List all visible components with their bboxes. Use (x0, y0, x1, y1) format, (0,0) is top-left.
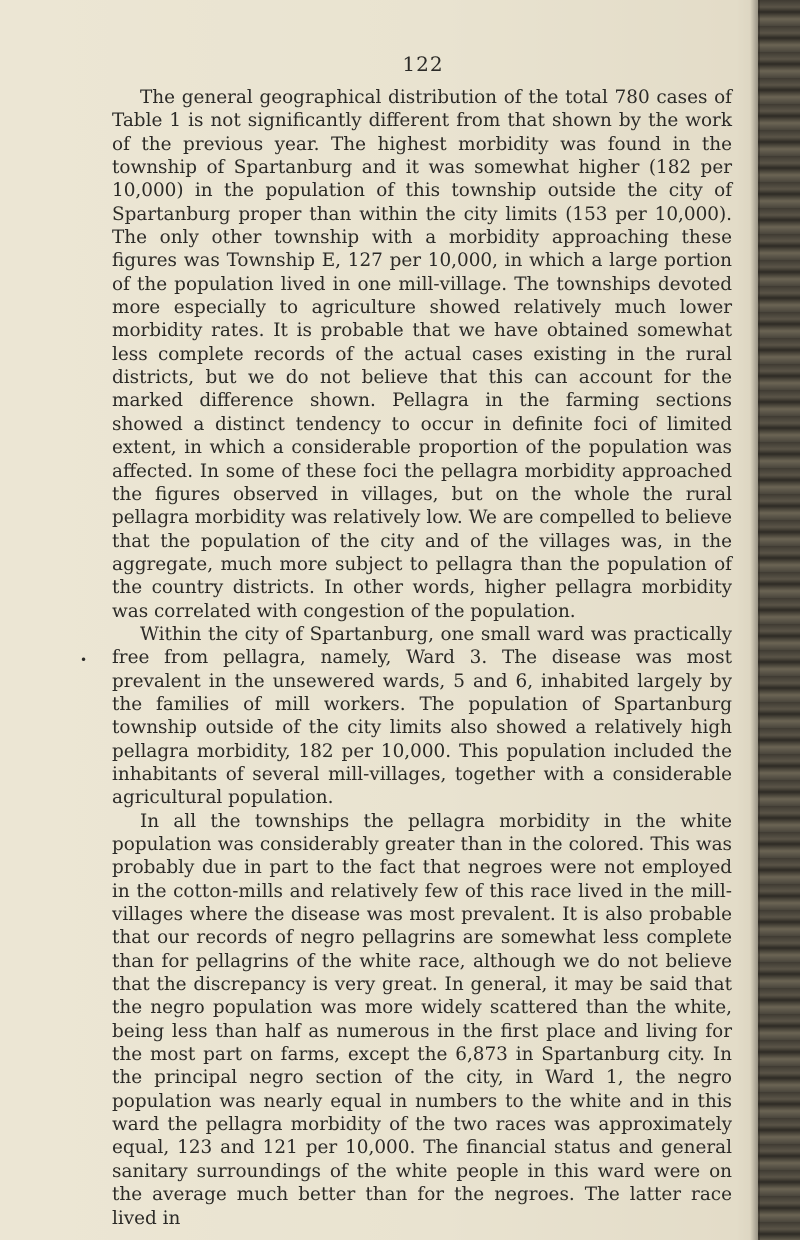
book-binding-edge (758, 0, 800, 1240)
paragraph-geographical-distribution: The general geographical distribution of the total 780 cases of Table 1 is not significantly different from that shown by the work of the previous year. The highest morbidity was found in the township of Spartanburg and it was somewhat higher (182 per 10,000) in the population of this township outside the city of Spartanburg proper than within the city limits (153 per 10,000). The only other township with a morbidity approaching these figures was Township E, 127 per 10,000, in which a large portion of the population lived in one mill-village. The townships devoted more especially to agriculture showed relatively much lower morbidity rates. It is probable that we have obtained somewhat less complete records of the actual cases existing in the rural districts, but we do not believe that this can account for the marked difference shown. Pellagra in the farming sections showed a distinct tendency to occur in definite foci of limited extent, in which a considerable proportion of the population was affected. In some of these foci the pellagra morbidity approached the figures observed in villages, but on the whole the rural pellagra morbidity was relatively low. We are compelled to believe that the population of the city and of the villages was, in the aggregate, much more subject to pellagra than the population of the country districts. In other words, higher pellagra morbidity was correlated with congestion of the population. (112, 87, 732, 622)
body-text (112, 86, 732, 1230)
margin-dot: • (80, 653, 88, 667)
page-number: 122 (402, 52, 444, 76)
paragraph-city-wards: Within the city of Spartanburg, one small ward was practically free from pellagra, namely, Ward 3. The disease was most prevalent in the unsewered wards, 5 and 6, inhabited largely by the families of mill workers. The population of Spartanburg township outside of the city limits also showed a relatively high pellagra morbidity, 182 per 10,000. This population included the inhabitants of several mill-villages, together with a considerable agricultural population. (112, 623, 732, 809)
paragraph-race-comparison: In all the townships the pellagra morbidity in the white population was considerably greater than in the colored. This was probably due in part to the fact that negroes were not employed in the cotton-mills and relatively few of this race lived in the mill-villages where the disease was most prevalent. It is also probable that our records of negro pellagrins are somewhat less complete than for pellagrins of the white race, although we do not believe that the discrepancy is very great. In general, it may be said that the negro population was more widely scattered than the white, being less than half as numerous in the first place and living for the most part on farms, except the 6,873 in Spartanburg city. In the principal negro section of the city, in Ward 1, the negro population was nearly equal in numbers to the white and in this ward the pellagra morbidity of the two races was approximately equal, 123 and 121 per 10,000. The financial status and general sanitary surroundings of the white people in this ward were on the average much better than for the negroes. The latter race lived in (112, 810, 732, 1229)
